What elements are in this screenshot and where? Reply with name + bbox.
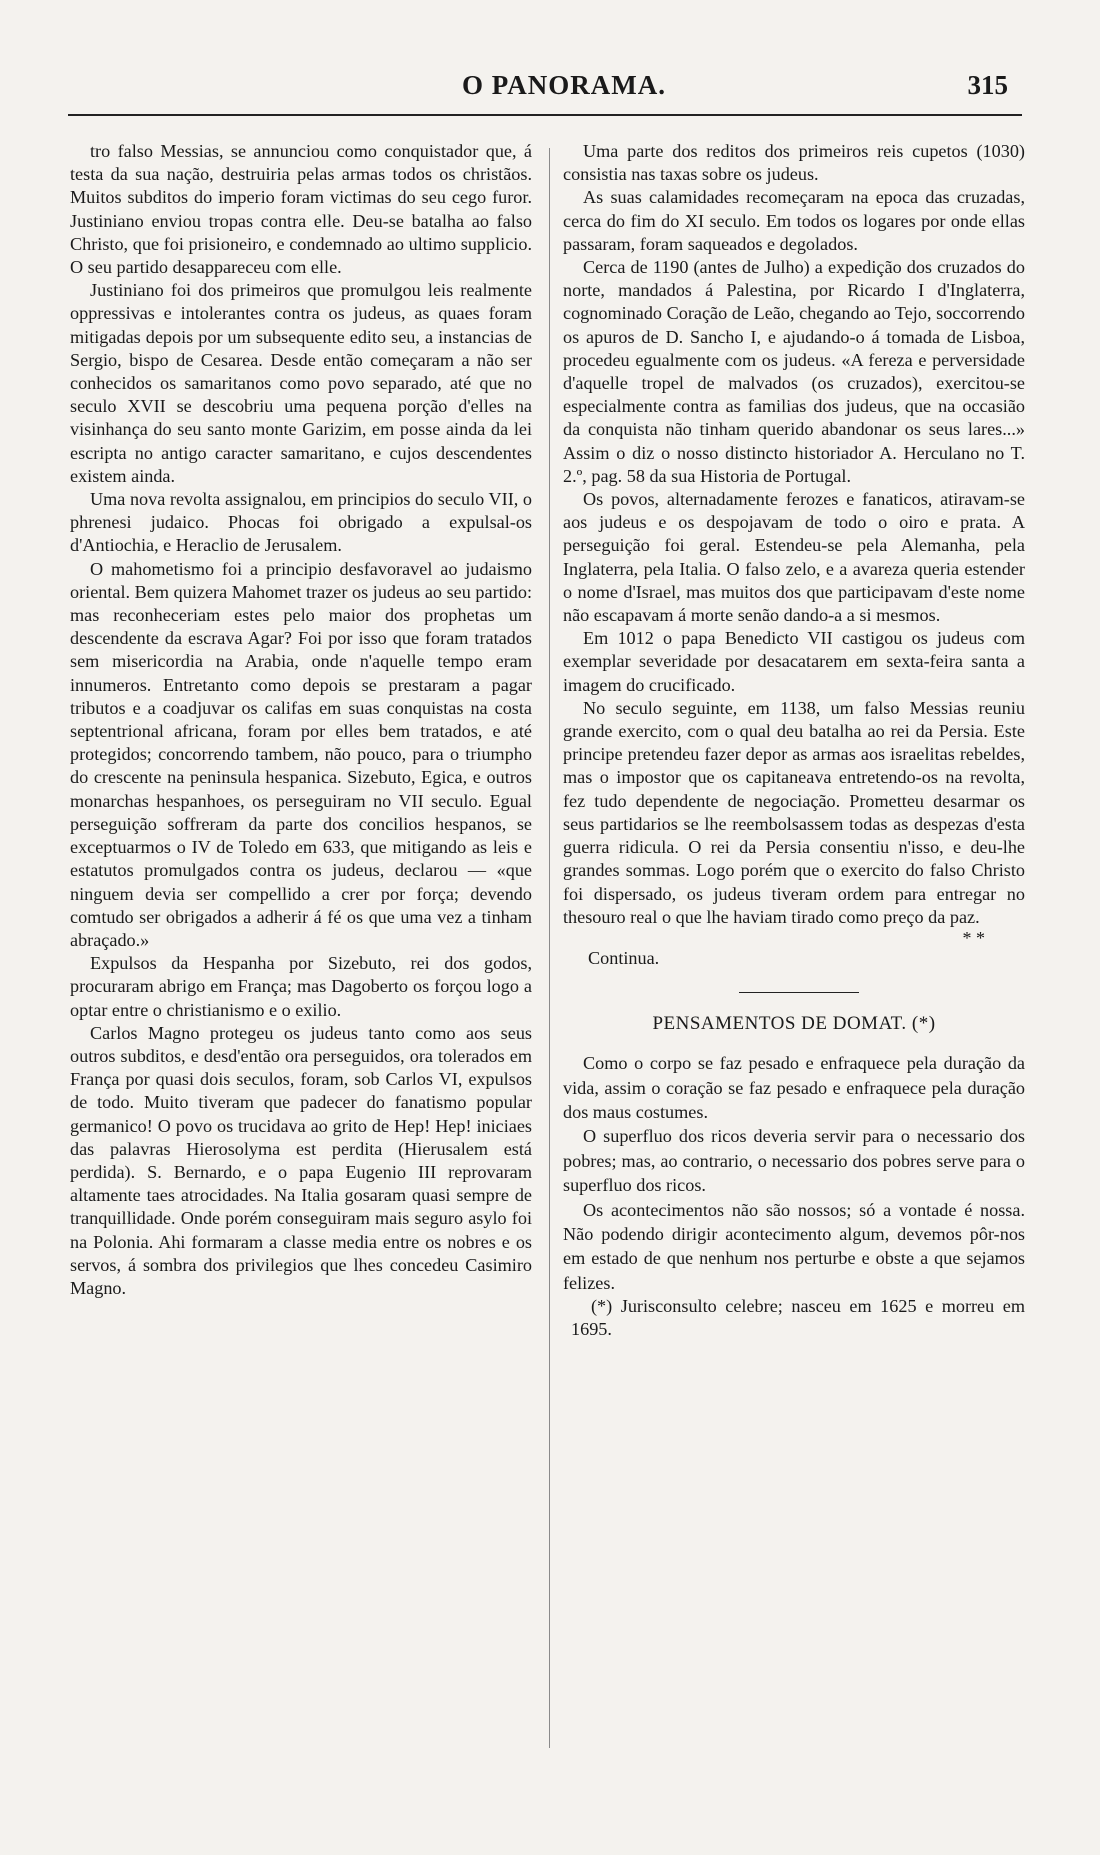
paragraph: Justiniano foi dos primeiros que promulgou leis realmente oppressivas e intolerantes contra os judeus, as quaes foram mitigadas depois por um subsequente edito seu, a instancias de Sergio, bispo de Cesarea. Desde então começaram a não ser conhecidos os samaritanos como povo separado, até que no seculo XVII se descobriu uma pequena porção d'elles na visinhança do seu santo monte Garizim, em posse ainda da lei escripta no antigo caracter samaritano, e cujos descendentes existem ainda. (70, 280, 532, 486)
paragraph: Carlos Magno protegeu os judeus tanto como aos seus outros subditos, e desd'então ora perseguidos, ora tolerados em França por quasi dois seculos, foram, sob Carlos VI, expulsos de todo. Muito tiveram que padecer do fanatismo popular germanico! O povo os trucidava ao grito de Hep! Hep! iniciaes das palavras Hierosolyma est perdita (Hierusalem está perdida). S. Bernardo, e o papa Eugenio III reprovaram altamente taes atrocidades. Na Italia gosaram quasi sempre de tranquillidade. Onde porém conseguiram mais seguro asylo foi na Polonia. Ahi formaram a classe media entre os nobres e os servos, á sombra dos privilegios que lhes concedeu Casimiro Magno. (70, 1022, 532, 1298)
paragraph: Uma parte dos reditos dos primeiros reis cupetos (1030) consistia nas taxas sobre os judeus. (563, 141, 1025, 185)
paragraph: Os povos, alternadamente ferozes e fanaticos, atiravam-se aos judeus e os despojavam de todo o oiro e prata. A perseguição foi geral. Estendeu-se pela Alemanha, pela Inglaterra, pela Italia. O falso zelo, e a avareza queria estender o nome d'Israel, mas muitos dos que participavam d'este nome não escapavam á morte senão dando-a a si mesmos. (563, 489, 1025, 626)
paragraph: tro falso Messias, se annunciou como conquistador que, á testa da sua nação, destruiria pelas armas todos os christãos. Muitos subditos do imperio foram victimas do seu cego furor. Justiniano enviou tropas contra elle. Deu-se batalha ao falso Christo, que foi prisioneiro, e condemnado ao ultimo supplicio. O seu partido desappareceu com elle. (70, 141, 532, 278)
footnote: (*) Jurisconsulto celebre; nasceu em 1625 e morreu em 1695. (571, 1296, 1025, 1340)
paragraph: Em 1012 o papa Benedicto VII castigou os judeus com exemplar severidade por desacatarem em sexta-feira santa a imagem do crucificado. (563, 628, 1025, 695)
paragraph: No seculo seguinte, em 1138, um falso Messias reuniu grande exercito, com o qual deu batalha ao rei da Persia. Este principe pretendeu fazer depor as armas aos israelitas rebeldes, mas o impostor que os capitaneava entretendo-os na revolta, fez tudo dependente de negociação. Prometteu desarmar os seus partidarios se lhe reembolsassem todas as despezas d'esta guerra ridicula. O rei da Persia consentiu n'isso, e deu-lhe grandes sommas. Logo porém que o exercito do falso Christo foi dispersado, os judeus tiveram ordem para entregar no thesouro real o que lhe haviam tirado como preço da paz. (563, 697, 1025, 927)
paragraph: Como o corpo se faz pesado e enfraquece pela duração da vida, assim o coração se faz pesado e enfraquece pela duração dos maus costumes. (563, 1053, 1025, 1122)
section-divider (739, 992, 859, 993)
paragraph: Cerca de 1190 (antes de Julho) a expedição dos cruzados do norte, mandados á Palestina, por Ricardo I d'Inglaterra, cognominado Coração de Leão, chegando ao Tejo, soccorrendo os apuros de D. Sancho I, e ajudando-o á tomada de Lisboa, procedeu egualmente com os judeus. «A fereza e perversidade d'aquelle tropel de malvados (os cruzados), exercitou-se especialmente contra as familias dos judeus, que na occasião da conquista não tinham querido abandonar os seus lares...» Assim o diz o nosso distincto historiador A. Herculano no T. 2.º, pag. 58 da sua Historia de Portugal. (563, 257, 1025, 486)
paragraph: Uma nova revolta assignalou, em principios do seculo VII, o phrenesi judaico. Phocas foi obrigado a expulsal-os d'Antiochia, e Heraclio de Jerusalem. (70, 489, 532, 556)
page-number: 315 (967, 70, 1008, 100)
header-rule (68, 114, 1022, 116)
pensamentos-section (563, 1051, 1025, 1295)
continued-note: Continua. (588, 947, 660, 968)
column-rule (549, 148, 550, 1748)
paragraph: As suas calamidades recomeçaram na epoca das cruzadas, cerca do fim do XI seculo. Em todos os logares por onde ellas passaram, foram saqueados e degolados. (563, 187, 1025, 254)
page-title: O PANORAMA. (462, 70, 666, 100)
left-column (70, 140, 532, 1300)
section-heading: PENSAMENTOS DE DOMAT. (*) (652, 1013, 936, 1035)
running-head (0, 70, 1100, 110)
author-signature: * * (962, 927, 985, 948)
right-column (563, 140, 1025, 1342)
paragraph: O superfluo dos ricos deveria servir para o necessario dos pobres; mas, ao contrario, o necessario dos pobres serve para o superfluo dos ricos. (563, 1126, 1025, 1196)
paragraph: O mahometismo foi a principio desfavoravel ao judaismo oriental. Bem quizera Mahomet trazer os judeus ao seu partido: mas reconheceriam estes pelo maior dos prophetas um descendente da escrava Agar? Foi por isso que foram tratados sem misericordia na Arabia, onde n'aquelle tempo eram innumeros. Entretanto como depois se prestaram a pagar tributos e a coadjuvar os califas em suas conquistas na costa septentrional africana, foram por elles bem tratados, e até protegidos; concorrendo tambem, não pouco, para o triumpho do crescente na peninsula hespanica. Sizebuto, Egica, e outros monarchas hespanhoes, os perseguiram no VII seculo. Egual perseguição soffreram da parte dos concilios hespanos, se exceptuarmos o IV de Toledo em 633, que mitigando as leis e estatutos promulgados contra os judeus, declarou — «que ninguem devia ser compellido a crer por força; devendo comtudo ser obrigados a adherir á fé os que uma vez a tinham abraçado.» (70, 558, 532, 950)
paragraph: Expulsos da Hespanha por Sizebuto, rei dos godos, procuraram abrigo em França; mas Dagoberto os forçou logo a optar entre o christianismo e o exilio. (70, 953, 532, 1020)
paragraph: Os acontecimentos não são nossos; só a vontade é nossa. Não podendo dirigir acontecimento algum, devemos pôr-nos em estado de que nenhum nos perturbe e obste a que sejamos felizes. (563, 1199, 1025, 1293)
